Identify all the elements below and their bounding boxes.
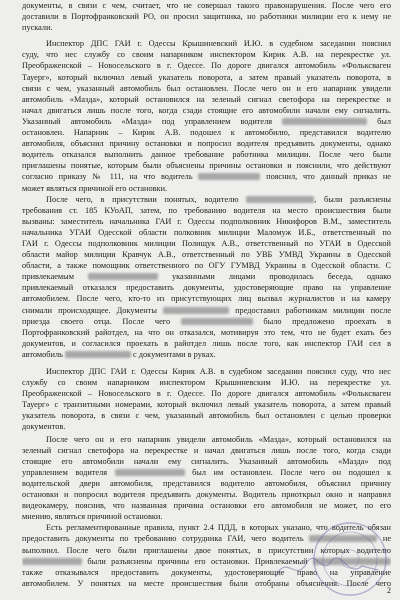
text-line: стоящие его автомобили начали ему сигналить. Указанный автомобиль «Мазда» под: [22, 456, 391, 466]
paragraph: [22, 434, 391, 523]
text-line: также отказывался предоставить документы, удостоверяющие право на управление: [22, 567, 391, 577]
text-line: водитель отказался выполнить данное требование работника милиции. После чего были: [22, 150, 391, 160]
text-segment: После чего, в присутствии понятых, водителю: [46, 194, 247, 204]
text-line: указатель поворота, в связи с чем, указанный автомобиль был остановлен с целью проверки: [22, 411, 391, 421]
text-line: водительской двери автомобиля, представился водителю автомобиля, объяснил причину: [22, 478, 391, 488]
text-line: Есть регламентированные правила, пункт 2.4 ПДД, в которых указано, что водитель обязан: [46, 523, 391, 533]
text-line: приглашены понятые, которым были объяснены причины остановки и пояснили, что действуют: [22, 161, 391, 171]
text-line: [22, 316, 391, 327]
text-line: начал двигаться лишь после того, когда сзади стоящие его автомобили начали ему сигналить.: [22, 105, 391, 115]
text-line: [22, 171, 391, 182]
text-line: документов.: [22, 422, 66, 432]
text-line: документы, в связи с чем, считает, что не совершал такого правонарушения. После чего его: [22, 1, 391, 10]
text-segment: предоставил работникам милиции после: [229, 305, 391, 315]
text-line: привлекаемый отказался предоставить документы, удостоверяющие право на управление: [22, 283, 391, 293]
text-line: Портофранковский райотдел, на что он отказался, мотивируя это тем, что не будет ехать без: [22, 327, 391, 337]
text-line: автомобиль «Мазда», который остановился на зеленый сигнал светофора на перекрестке и: [22, 94, 391, 104]
text-segment: , были разъяснены: [314, 194, 391, 204]
text-line: может являться причиной его остановки.: [22, 183, 168, 193]
text-line: области, а также помощник ответственного по ОГУ ГУМВД Украины в Одесской области. С: [22, 261, 391, 271]
redacted-name: [282, 118, 367, 125]
text-line: пускали.: [22, 23, 53, 33]
text-line: Тауерг», который включил левый указатель поворота, а затем правый указатель поворота, в: [22, 72, 391, 82]
text-segment: снимали происходящее. Документы: [22, 305, 164, 315]
text-line: области майор милиции Кравчук А.В., ответственный по УВБ УМВД Украины в Одесской: [22, 250, 391, 260]
paragraph: [22, 366, 391, 433]
text-line: [22, 194, 391, 205]
text-line: службу со своим напарником инспектором Крышиневским И.Ю. на перекрестке ул.: [22, 378, 391, 388]
redacted-name: [88, 273, 158, 280]
text-line: мнению, являться причиной остановки.: [22, 512, 163, 522]
paragraph: [22, 194, 391, 360]
text-line: Тауерг» с транзитными номерами, который включил левый указатель поворота, а затем правый: [22, 400, 391, 410]
text-line: остановлен. Напарник – Кирик А.В. подошел к автомобилю, представился водителю: [22, 128, 391, 138]
paragraph: [22, 0, 391, 33]
text-segment: был им остановлен. После чего он подошел к: [184, 467, 391, 477]
text-line: суду, что нес службу со своим напарником инспектором Кирик А.В. на перекрестке ул.: [22, 50, 391, 60]
redacted-name: [181, 318, 253, 325]
redacted-name: [198, 173, 260, 180]
text-line: [22, 116, 391, 127]
text-line: остановки и попросил водителя предъявить документы. Водитель приоткрыл окно и направил: [22, 490, 391, 500]
text-segment: были разъяснены причины его остановки. Привлекаемый: [82, 556, 313, 566]
text-segment: привлекаемым: [22, 272, 88, 282]
redacted-name: [65, 351, 131, 358]
signature: [272, 548, 382, 588]
text-line: автомобиля, объяснил причину остановки и попросил водителя предъявить документы, однако: [22, 139, 391, 149]
text-line: автомобилем. После чего, кто-то из присутствующих лиц вызвал журналистов и на камеру: [22, 294, 391, 304]
text-segment: с документами в руках.: [130, 349, 216, 359]
text-segment: Указанный автомобиль «Мазда» под управлением водителя: [22, 116, 283, 126]
text-line: видеокамеру, пояснив, что названная причина остановки его автомобиля не может, по его: [22, 501, 391, 511]
text-line: выполнил. После чего были приглашены двое понятых, в присутствии которых водителю: [22, 545, 391, 555]
text-segment: автомобиль: [22, 349, 65, 359]
text-line: Преображенской – Новосельского в г. Одессе. По дороге двигался автомобиль «Фольксваген: [22, 61, 391, 71]
text-line: документов, и согласился проехать в райотдел лишь после того, как инспектор ГАИ сел в: [22, 338, 391, 348]
document-body: [22, 0, 391, 589]
text-line: зеленый сигнал светофора на перекрестке и начал двигаться лишь после того, когда сзади: [22, 445, 391, 455]
signature-stroke: [276, 558, 378, 576]
text-line: ГАИ г. Одессы подполковник милиции Полищук А.В., ответственный по УГАИ в Одесской: [22, 238, 391, 248]
text-segment: предоставить документы по требованию сотрудника ГАИ, чего водитель: [22, 534, 310, 544]
text-line: вызваны: заместитель начальника ГАИ г. Одессы подполковник Никифоров В.М., заместитель: [22, 216, 391, 226]
text-line: Преображенской – Новосельского в г. Одессе. По дороге двигался автомобиль «Фольксваген: [22, 389, 391, 399]
text-line: начальника УГАИ Одесской области полковник милиции Маломуж И.Б., ответственный по: [22, 227, 391, 237]
page-number: 2: [387, 586, 391, 595]
redacted-name: [163, 307, 229, 314]
text-segment: был: [367, 116, 391, 126]
text-segment: пояснил, что данный приказ не: [260, 172, 391, 182]
text-line: После чего он и его напарник увидели автомобиль «Мазда», который остановился на: [46, 434, 391, 444]
text-line: [22, 467, 391, 478]
text-line: автомобилем. У понятых на месте происшествия были отобраны объяснения. После чего: [22, 578, 391, 588]
text-segment: не: [377, 534, 391, 544]
text-segment: было предложено проехать в: [252, 316, 391, 326]
redacted-name: [22, 558, 82, 565]
redacted-name: [115, 469, 185, 476]
text-line: доставили в Портофранковский РО, он просил защитника, но работники милиции его к нему не: [22, 12, 391, 22]
text-line: связи с чем, указанный автомобиль был остановлен. После чего он и его напарник увидели: [22, 83, 391, 93]
text-line: Инспектор ДПС ГАИ г. Одессы Крышиневский И.Ю. в судебном заседании пояснил: [46, 39, 391, 49]
text-line: [22, 271, 391, 282]
text-line: Инспектор ДПС ГАИ г. Одессы Кирик А.В. в судебном заседании пояснил суду, что нес: [46, 367, 391, 376]
paragraph: [22, 38, 391, 193]
text-line: [22, 305, 391, 316]
text-segment: указанными лицами проводилась беседа, однако: [158, 272, 391, 282]
text-segment: согласно приказу № 111, на что водитель: [22, 172, 199, 182]
text-segment: управлением водителя: [22, 467, 115, 477]
redacted-name: [246, 196, 314, 203]
text-line: требования ст. 185 КУоАП, затем, по требованию водителя на место происшествия были: [22, 205, 391, 215]
text-line: [22, 349, 391, 360]
text-segment: приезда своего отца. После чего: [22, 316, 181, 326]
